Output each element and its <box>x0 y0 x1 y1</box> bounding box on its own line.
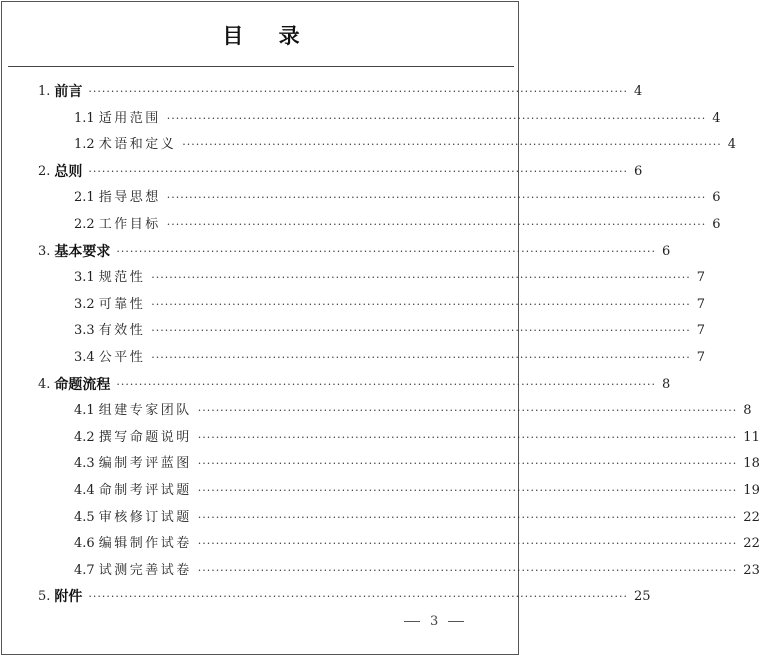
toc-leader-dots: ························································································································ <box>116 377 656 391</box>
toc-entry-label: 撰写命题说明 <box>98 429 192 445</box>
toc-entry-label: 总则 <box>54 163 83 180</box>
title-divider <box>8 66 514 67</box>
toc-entry[interactable] <box>74 428 760 448</box>
toc-entry-number: 2.2 <box>74 217 95 232</box>
toc-leader-dots: ························································································································ <box>197 404 738 418</box>
toc-leader-dots: ························································································································ <box>182 138 722 152</box>
toc-entry[interactable] <box>38 162 643 182</box>
toc-entry-number: 4.6 <box>74 536 95 552</box>
toc-leader-dots: ························································································································ <box>197 484 738 497</box>
toc-entry-page: 7 <box>696 350 706 365</box>
toc-leader-dots: ························································································································ <box>197 563 738 577</box>
toc-entry[interactable] <box>38 375 671 395</box>
toc-leader-dots: ························································································································ <box>151 297 691 311</box>
toc-entry-page: 22 <box>743 536 760 552</box>
toc-entry-number: 4.4 <box>74 483 95 498</box>
toc-entry[interactable] <box>74 321 706 341</box>
toc-entry-number: 3.3 <box>74 323 95 339</box>
toc-entry[interactable] <box>38 587 651 607</box>
toc-entry-number: 5. <box>38 589 51 605</box>
toc-entry-page: 11 <box>743 429 760 445</box>
footer-dash-right <box>448 621 464 622</box>
toc-entry[interactable] <box>38 82 643 102</box>
toc-entry-page: 7 <box>696 270 706 286</box>
toc-entry-page: 7 <box>696 296 706 312</box>
toc-entry-number: 4.1 <box>74 403 95 419</box>
toc-entry-number: 4.7 <box>74 562 95 578</box>
toc-entry-label: 命制考评试题 <box>98 483 192 498</box>
toc-entry-number: 1.1 <box>74 110 95 126</box>
toc-entry-number: 1. <box>38 84 51 99</box>
toc-entry-label: 命题流程 <box>54 376 111 393</box>
toc-entry-label: 适用范围 <box>98 110 161 126</box>
toc-entry-label: 有效性 <box>98 323 146 339</box>
toc-leader-dots: ························································································································ <box>166 111 707 125</box>
toc-entry-page: 18 <box>743 456 760 472</box>
toc-leader-dots: ························································································································ <box>197 537 738 551</box>
toc-entry-page: 19 <box>743 483 760 498</box>
toc-leader-dots: ························································································································ <box>166 218 707 231</box>
toc-entry-page: 6 <box>662 243 671 259</box>
toc-entry-page: 4 <box>712 110 721 126</box>
toc-leader-dots: ························································································································ <box>88 164 628 178</box>
toc-entry[interactable] <box>74 188 721 208</box>
toc-leader-dots: ························································································································ <box>197 510 738 524</box>
toc-entry-page: 22 <box>743 509 760 525</box>
toc-entry[interactable] <box>74 215 721 235</box>
toc-leader-dots: ························································································································ <box>88 85 628 98</box>
toc-entry-number: 4.2 <box>74 429 95 445</box>
toc-entry-page: 4 <box>634 84 643 99</box>
toc-entry[interactable] <box>74 109 721 129</box>
page-number: 3 <box>430 614 439 629</box>
toc-entry[interactable] <box>74 401 752 421</box>
toc-entry-label: 基本要求 <box>54 243 111 260</box>
toc-entry-page: 8 <box>743 403 752 419</box>
toc-entry-page: 6 <box>634 163 643 179</box>
toc-entry-number: 3.2 <box>74 296 95 312</box>
toc-entry-label: 可靠性 <box>98 296 146 312</box>
toc-entry-number: 1.2 <box>74 137 95 153</box>
toc-entry[interactable] <box>74 454 760 474</box>
toc-entry[interactable] <box>74 508 760 528</box>
toc-title: 目 录 <box>222 24 314 48</box>
toc-entry-number: 2. <box>38 163 51 179</box>
toc-entry-page: 23 <box>743 562 760 578</box>
toc-entry-number: 2.1 <box>74 190 95 206</box>
toc-entry-number: 3. <box>38 243 51 259</box>
toc-entry[interactable] <box>74 295 706 315</box>
toc-leader-dots: ························································································································ <box>197 430 738 444</box>
toc-entry[interactable] <box>74 348 706 368</box>
toc-entry-label: 审核修订试题 <box>98 509 192 525</box>
toc-entry-label: 试测完善试卷 <box>98 562 192 578</box>
toc-leader-dots: ························································································································ <box>166 191 707 205</box>
toc-entry-number: 4. <box>38 376 51 392</box>
toc-entry-number: 4.3 <box>74 456 95 472</box>
toc-entry-page: 4 <box>727 137 737 153</box>
toc-entry[interactable] <box>74 561 760 581</box>
footer-dash-left <box>404 621 420 622</box>
page-footer <box>404 614 464 629</box>
toc-entry-label: 前言 <box>54 84 83 100</box>
toc-entry-label: 编辑制作试卷 <box>98 536 192 552</box>
toc-entry-page: 6 <box>712 217 721 232</box>
toc-entry-label: 组建专家团队 <box>98 403 192 419</box>
toc-entry-page: 8 <box>662 376 671 392</box>
toc-entry-page: 6 <box>712 190 721 206</box>
toc-leader-dots: ························································································································ <box>116 244 656 258</box>
toc-entry-label: 附件 <box>54 589 83 606</box>
toc-entry[interactable] <box>74 268 706 288</box>
toc-entry-label: 指导思想 <box>98 190 161 206</box>
toc-entry-number: 3.4 <box>74 350 95 365</box>
toc-entry-number: 4.5 <box>74 509 95 525</box>
toc-entry[interactable] <box>74 481 760 501</box>
toc-leader-dots: ························································································································ <box>197 457 738 471</box>
toc-entry[interactable] <box>38 242 671 262</box>
toc-entry-number: 3.1 <box>74 270 95 286</box>
toc-entry-label: 术语和定义 <box>98 137 177 153</box>
toc-entry[interactable] <box>74 135 737 155</box>
toc-entry-page: 25 <box>634 589 651 605</box>
toc-entry[interactable] <box>74 534 760 554</box>
toc-entry-label: 规范性 <box>98 270 146 286</box>
toc-leader-dots: ························································································································ <box>151 324 691 338</box>
toc-leader-dots: ························································································································ <box>151 271 691 285</box>
toc-entry-label: 工作目标 <box>98 217 161 232</box>
toc-leader-dots: ························································································································ <box>88 590 628 604</box>
toc-entry-page: 7 <box>696 323 706 339</box>
toc-entry-label: 编制考评蓝图 <box>98 456 192 472</box>
toc-leader-dots: ························································································································ <box>151 351 691 364</box>
toc-entry-label: 公平性 <box>98 350 146 365</box>
